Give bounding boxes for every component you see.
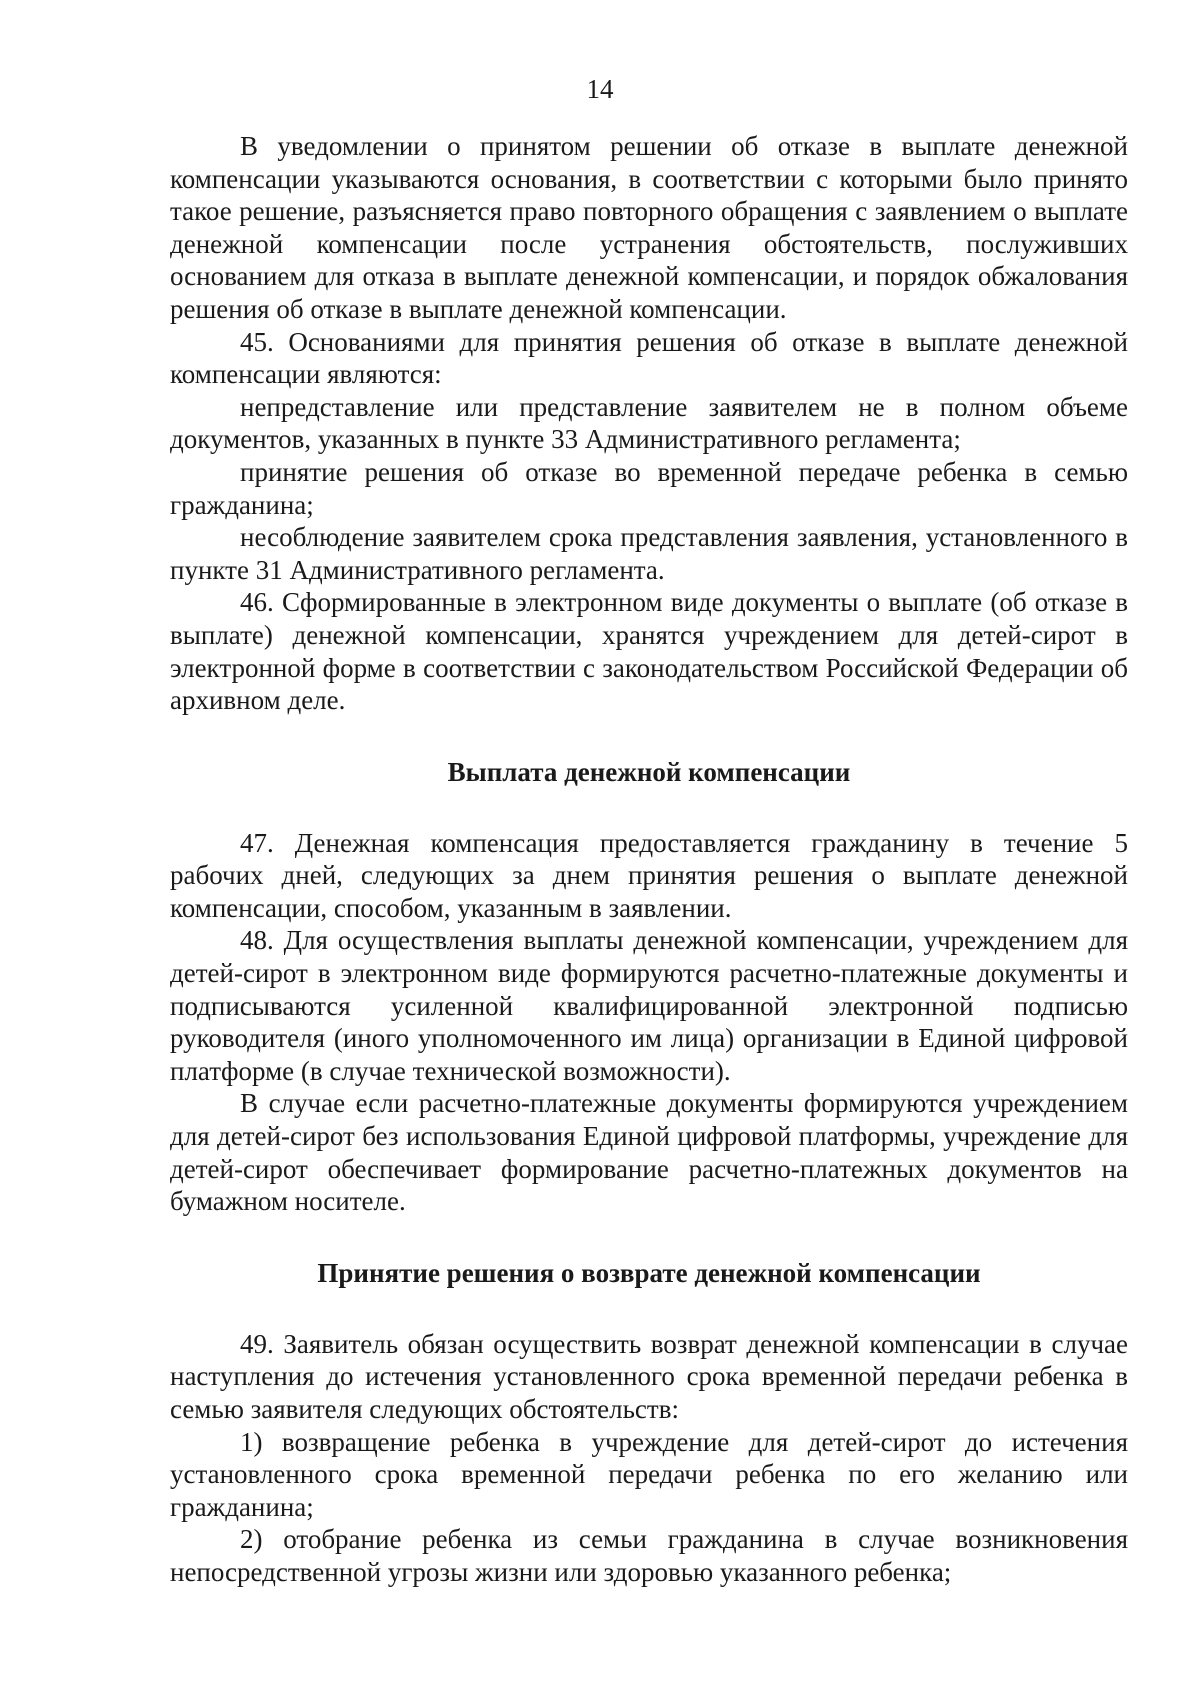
paragraph-45-item-3: несоблюдение заявителем срока представления заявления, установленного в пункте 31 Административного регламента.: [170, 522, 1128, 585]
paragraph-47: 47. Денежная компенсация предоставляется гражданину в течение 5 рабочих дней, следующих за днем принятия решения о выплате денежной компенсации, способом, указанным в заявлении.: [170, 827, 1128, 923]
page-number: 14: [586, 74, 614, 104]
paragraph-49: 49. Заявитель обязан осуществить возврат денежной компенсации в случае наступления до истечения установленного срока временной передачи ребенка в семью заявителя следующих обстоятельств:: [170, 1328, 1128, 1424]
paragraph-46: 46. Сформированные в электронном виде документы о выплате (об отказе в выплате) денежной компенсации, хранятся учреждением для детей-сирот в электронной форме в соответствии с законодательством Российской Федерации об архивном деле.: [170, 587, 1128, 716]
paragraph-48-continuation: В случае если расчетно-платежные документы формируются учреждением для детей-сирот без использования Единой цифровой платформы, учреждение для детей-сирот обеспечивает формирование расчетно-платежных документов на бумажном носителе.: [170, 1088, 1128, 1217]
paragraph-45-item-1: непредставление или представление заявителем не в полном объеме документов, указанных в пункте 33 Административного регламента;: [170, 391, 1128, 455]
paragraph-48: 48. Для осуществления выплаты денежной компенсации, учреждением для детей-сирот в электронном виде формируются расчетно-платежные документы и подписываются усиленной квалифицированной электронной подписью руководителя (иного уполномоченного им лица) организации в Единой цифровой платформе (в случае технической возможности).: [170, 925, 1128, 1086]
paragraph-49-item-1: 1) возвращение ребенка в учреждение для детей-сирот до истечения установленного срока временной передачи ребенка по его желанию или гражданина;: [170, 1426, 1128, 1522]
document-body: [170, 130, 1128, 1589]
section-heading-refund-decision: Принятие решения о возврате денежной компенсации: [317, 1257, 981, 1288]
paragraph-49-item-2: 2) отобрание ребенка из семьи гражданина в случае возникновения непосредственной угрозы жизни или здоровью указанного ребенка;: [170, 1524, 1128, 1587]
section-heading-payment: Выплата денежной компенсации: [447, 756, 851, 787]
paragraph-notification-contents: В уведомлении о принятом решении об отказе в выплате денежной компенсации указываются основания, в соответствии с которыми было принято такое решение, разъясняется право повторного обращения с заявлением о выплате денежной компенсации после устранения обстоятельств, послуживших основанием для отказа в выплате денежной компенсации, и порядок обжалования решения об отказе в выплате денежной компенсации.: [170, 131, 1128, 324]
paragraph-45: 45. Основаниями для принятия решения об отказе в выплате денежной компенсации являются:: [170, 326, 1128, 390]
paragraph-45-item-2: принятие решения об отказе во временной передаче ребенка в семью гражданина;: [170, 456, 1128, 520]
